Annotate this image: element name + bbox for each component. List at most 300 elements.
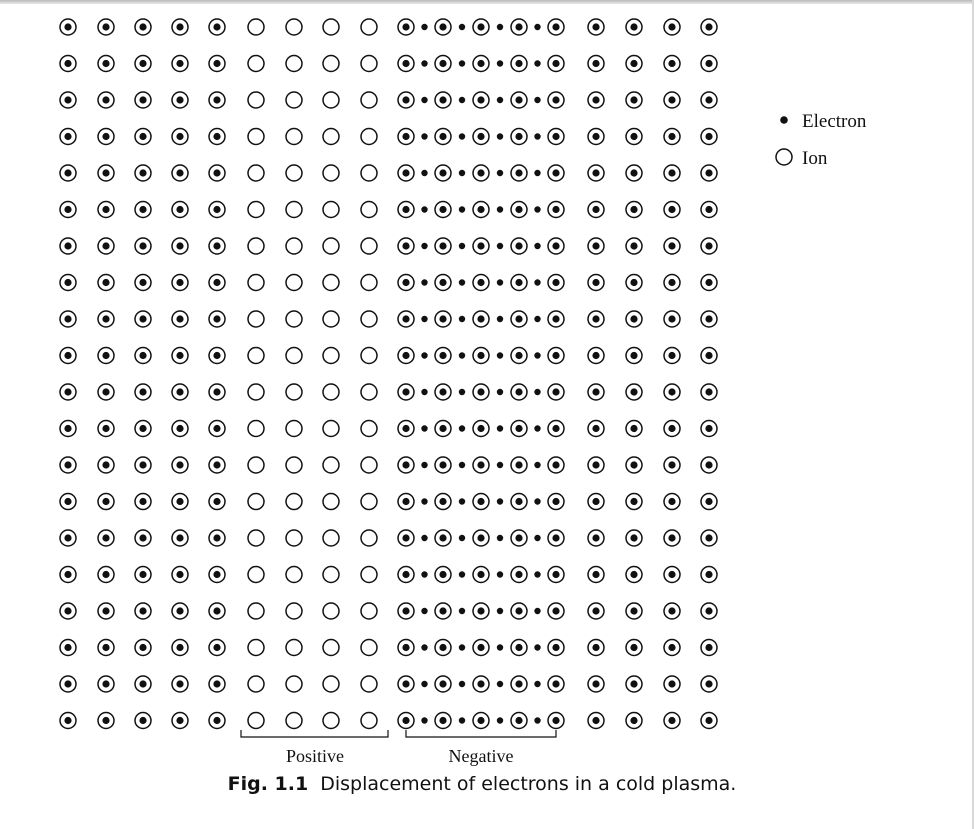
electron-marker bbox=[592, 133, 599, 140]
electron-marker bbox=[64, 388, 71, 395]
electron-marker bbox=[139, 133, 146, 140]
electron-marker bbox=[439, 169, 446, 176]
ion-marker bbox=[323, 19, 339, 35]
ion-legend-icon bbox=[776, 149, 792, 165]
electron-marker bbox=[477, 717, 484, 724]
electron-marker bbox=[630, 133, 637, 140]
electron-marker bbox=[705, 571, 712, 578]
electron-marker bbox=[213, 717, 220, 724]
ion-marker bbox=[286, 421, 302, 437]
electron-marker bbox=[176, 388, 183, 395]
electron-marker bbox=[176, 534, 183, 541]
electron-marker bbox=[592, 425, 599, 432]
displaced-electron-marker bbox=[459, 462, 465, 468]
electron-marker bbox=[102, 388, 109, 395]
electron-marker bbox=[552, 425, 559, 432]
displaced-electron-marker bbox=[421, 681, 427, 687]
electron-marker bbox=[64, 169, 71, 176]
electron-marker bbox=[630, 498, 637, 505]
electron-marker bbox=[64, 315, 71, 322]
electron-marker bbox=[515, 352, 522, 359]
electron-marker bbox=[705, 717, 712, 724]
electron-marker bbox=[592, 96, 599, 103]
electron-marker bbox=[439, 717, 446, 724]
displaced-electron-marker bbox=[421, 352, 427, 358]
ion-marker bbox=[248, 238, 264, 254]
displaced-electron-marker bbox=[497, 498, 503, 504]
ion-marker bbox=[361, 165, 377, 181]
ion-marker bbox=[361, 56, 377, 72]
ion-marker bbox=[323, 348, 339, 364]
electron-marker bbox=[213, 315, 220, 322]
ion-marker bbox=[248, 457, 264, 473]
electron-marker bbox=[102, 461, 109, 468]
electron-marker bbox=[592, 206, 599, 213]
displaced-electron-marker bbox=[459, 316, 465, 322]
electron-marker bbox=[630, 352, 637, 359]
electron-marker bbox=[439, 206, 446, 213]
displaced-electron-marker bbox=[459, 279, 465, 285]
ion-marker bbox=[323, 238, 339, 254]
electron-marker bbox=[139, 498, 146, 505]
electron-marker bbox=[630, 644, 637, 651]
electron-marker bbox=[705, 644, 712, 651]
electron-marker bbox=[668, 169, 675, 176]
displaced-electron-marker bbox=[534, 206, 540, 212]
electron-marker bbox=[630, 680, 637, 687]
electron-marker bbox=[705, 242, 712, 249]
electron-marker bbox=[592, 315, 599, 322]
electron-marker bbox=[668, 23, 675, 30]
electron-marker bbox=[402, 169, 409, 176]
displaced-electron-marker bbox=[534, 717, 540, 723]
electron-marker bbox=[439, 498, 446, 505]
electron-marker bbox=[64, 680, 71, 687]
electron-marker bbox=[139, 206, 146, 213]
electron-marker bbox=[515, 425, 522, 432]
electron-marker bbox=[552, 279, 559, 286]
displaced-electron-marker bbox=[497, 717, 503, 723]
electron-marker bbox=[139, 23, 146, 30]
electron-marker bbox=[552, 388, 559, 395]
electron-marker bbox=[402, 23, 409, 30]
electron-marker bbox=[102, 23, 109, 30]
electron-marker bbox=[552, 534, 559, 541]
electron-marker bbox=[439, 133, 446, 140]
electron-marker bbox=[102, 644, 109, 651]
electron-marker bbox=[64, 461, 71, 468]
ion-marker bbox=[248, 275, 264, 291]
electron-marker bbox=[592, 571, 599, 578]
positive-region-bracket bbox=[241, 730, 388, 737]
electron-marker bbox=[668, 571, 675, 578]
electron-marker bbox=[102, 571, 109, 578]
electron-marker bbox=[552, 607, 559, 614]
ion-marker bbox=[286, 384, 302, 400]
electron-marker bbox=[176, 644, 183, 651]
electron-marker bbox=[668, 279, 675, 286]
electron-marker bbox=[64, 23, 71, 30]
electron-marker bbox=[705, 169, 712, 176]
electron-marker bbox=[705, 60, 712, 67]
ion-marker bbox=[248, 713, 264, 729]
electron-marker bbox=[630, 607, 637, 614]
electron-marker bbox=[552, 352, 559, 359]
ion-marker bbox=[323, 56, 339, 72]
displaced-electron-marker bbox=[459, 644, 465, 650]
ion-marker bbox=[323, 92, 339, 108]
displaced-electron-marker bbox=[421, 170, 427, 176]
ion-marker bbox=[361, 238, 377, 254]
ion-marker bbox=[323, 384, 339, 400]
electron-marker bbox=[705, 352, 712, 359]
ion-marker bbox=[286, 348, 302, 364]
electron-marker bbox=[668, 315, 675, 322]
electron-marker bbox=[402, 571, 409, 578]
electron-marker bbox=[477, 206, 484, 213]
electron-marker bbox=[515, 242, 522, 249]
electron-marker bbox=[705, 23, 712, 30]
electron-marker bbox=[515, 315, 522, 322]
ion-marker bbox=[361, 676, 377, 692]
electron-marker bbox=[176, 425, 183, 432]
displaced-electron-marker bbox=[497, 279, 503, 285]
ion-marker bbox=[323, 494, 339, 510]
electron-marker bbox=[139, 242, 146, 249]
electron-marker bbox=[64, 96, 71, 103]
electron-marker bbox=[176, 717, 183, 724]
electron-marker bbox=[213, 60, 220, 67]
electron-marker bbox=[102, 242, 109, 249]
electron-marker bbox=[477, 644, 484, 651]
electron-marker bbox=[102, 96, 109, 103]
electron-marker bbox=[213, 680, 220, 687]
particle-lattice bbox=[60, 19, 717, 729]
electron-marker bbox=[668, 534, 675, 541]
electron-marker bbox=[439, 352, 446, 359]
ion-marker bbox=[286, 640, 302, 656]
displaced-electron-marker bbox=[421, 206, 427, 212]
displaced-electron-marker bbox=[497, 243, 503, 249]
electron-marker bbox=[705, 388, 712, 395]
electron-marker bbox=[439, 96, 446, 103]
electron-marker bbox=[668, 607, 675, 614]
electron-marker bbox=[139, 315, 146, 322]
displaced-electron-marker bbox=[497, 462, 503, 468]
displaced-electron-marker bbox=[497, 644, 503, 650]
electron-marker bbox=[439, 315, 446, 322]
electron-marker bbox=[213, 461, 220, 468]
ion-marker bbox=[286, 92, 302, 108]
ion-marker bbox=[361, 640, 377, 656]
electron-marker bbox=[668, 242, 675, 249]
electron-marker bbox=[552, 133, 559, 140]
displaced-electron-marker bbox=[421, 644, 427, 650]
ion-marker bbox=[248, 56, 264, 72]
electron-marker bbox=[705, 534, 712, 541]
electron-marker bbox=[213, 534, 220, 541]
electron-marker bbox=[705, 206, 712, 213]
displaced-electron-marker bbox=[534, 644, 540, 650]
electron-marker bbox=[139, 388, 146, 395]
ion-marker bbox=[286, 676, 302, 692]
electron-marker bbox=[102, 680, 109, 687]
electron-marker bbox=[439, 425, 446, 432]
electron-marker bbox=[176, 169, 183, 176]
displaced-electron-marker bbox=[497, 352, 503, 358]
displaced-electron-marker bbox=[421, 608, 427, 614]
electron-marker bbox=[102, 498, 109, 505]
displaced-electron-marker bbox=[497, 206, 503, 212]
ion-marker bbox=[286, 238, 302, 254]
displaced-electron-marker bbox=[534, 535, 540, 541]
electron-marker bbox=[213, 571, 220, 578]
electron-marker bbox=[176, 60, 183, 67]
electron-marker bbox=[64, 717, 71, 724]
electron-marker bbox=[139, 169, 146, 176]
electron-marker bbox=[139, 571, 146, 578]
electron-marker bbox=[176, 498, 183, 505]
ion-marker bbox=[286, 603, 302, 619]
electron-marker bbox=[515, 279, 522, 286]
electron-marker bbox=[515, 717, 522, 724]
electron-marker bbox=[139, 425, 146, 432]
displaced-electron-marker bbox=[497, 608, 503, 614]
displaced-electron-marker bbox=[421, 97, 427, 103]
electron-marker bbox=[402, 315, 409, 322]
electron-marker bbox=[705, 498, 712, 505]
displaced-electron-marker bbox=[534, 316, 540, 322]
electron-marker bbox=[477, 498, 484, 505]
ion-marker bbox=[323, 421, 339, 437]
electron-marker bbox=[705, 279, 712, 286]
electron-marker bbox=[176, 133, 183, 140]
ion-marker bbox=[248, 676, 264, 692]
electron-marker bbox=[439, 571, 446, 578]
electron-marker bbox=[477, 607, 484, 614]
electron-marker bbox=[213, 279, 220, 286]
electron-marker bbox=[630, 571, 637, 578]
displaced-electron-marker bbox=[421, 316, 427, 322]
displaced-electron-marker bbox=[459, 24, 465, 30]
electron-marker bbox=[64, 425, 71, 432]
electron-marker bbox=[705, 133, 712, 140]
electron-marker bbox=[592, 498, 599, 505]
electron-marker bbox=[64, 607, 71, 614]
electron-marker bbox=[439, 242, 446, 249]
displaced-electron-marker bbox=[459, 352, 465, 358]
displaced-electron-marker bbox=[534, 243, 540, 249]
electron-marker bbox=[477, 388, 484, 395]
displaced-electron-marker bbox=[497, 170, 503, 176]
ion-legend-label: Ion bbox=[802, 148, 828, 169]
electron-marker bbox=[515, 607, 522, 614]
electron-marker bbox=[592, 607, 599, 614]
ion-marker bbox=[361, 421, 377, 437]
electron-marker bbox=[630, 388, 637, 395]
electron-marker bbox=[402, 425, 409, 432]
electron-marker bbox=[630, 315, 637, 322]
ion-marker bbox=[361, 348, 377, 364]
electron-marker bbox=[477, 352, 484, 359]
electron-marker bbox=[139, 96, 146, 103]
displaced-electron-marker bbox=[534, 97, 540, 103]
electron-marker bbox=[102, 717, 109, 724]
electron-marker bbox=[552, 461, 559, 468]
figure-number: Fig. 1.1 bbox=[227, 773, 309, 795]
displaced-electron-marker bbox=[459, 608, 465, 614]
electron-marker bbox=[515, 461, 522, 468]
electron-marker bbox=[402, 680, 409, 687]
electron-marker bbox=[552, 169, 559, 176]
electron-marker bbox=[402, 388, 409, 395]
displaced-electron-marker bbox=[534, 425, 540, 431]
ion-marker bbox=[286, 56, 302, 72]
ion-marker bbox=[286, 202, 302, 218]
electron-marker bbox=[552, 644, 559, 651]
electron-marker bbox=[592, 461, 599, 468]
electron-marker bbox=[139, 279, 146, 286]
electron-marker bbox=[668, 644, 675, 651]
electron-marker bbox=[668, 425, 675, 432]
displaced-electron-marker bbox=[534, 279, 540, 285]
displaced-electron-marker bbox=[497, 389, 503, 395]
electron-marker bbox=[102, 133, 109, 140]
electron-marker bbox=[176, 279, 183, 286]
ion-marker bbox=[286, 19, 302, 35]
legend bbox=[776, 111, 867, 169]
displaced-electron-marker bbox=[534, 24, 540, 30]
electron-marker bbox=[176, 571, 183, 578]
electron-marker bbox=[439, 60, 446, 67]
electron-marker bbox=[213, 352, 220, 359]
ion-marker bbox=[286, 494, 302, 510]
electron-marker bbox=[64, 352, 71, 359]
electron-marker bbox=[552, 206, 559, 213]
electron-marker bbox=[515, 96, 522, 103]
electron-marker bbox=[552, 498, 559, 505]
ion-marker bbox=[248, 567, 264, 583]
electron-marker bbox=[176, 23, 183, 30]
electron-marker bbox=[402, 96, 409, 103]
ion-marker bbox=[323, 567, 339, 583]
ion-marker bbox=[323, 640, 339, 656]
displaced-electron-marker bbox=[497, 97, 503, 103]
ion-marker bbox=[248, 165, 264, 181]
electron-marker bbox=[176, 607, 183, 614]
electron-marker bbox=[439, 644, 446, 651]
displaced-electron-marker bbox=[497, 681, 503, 687]
electron-marker bbox=[139, 680, 146, 687]
ion-marker bbox=[323, 603, 339, 619]
electron-marker bbox=[515, 133, 522, 140]
displaced-electron-marker bbox=[421, 462, 427, 468]
electron-marker bbox=[402, 717, 409, 724]
electron-marker bbox=[402, 352, 409, 359]
electron-marker bbox=[102, 206, 109, 213]
ion-marker bbox=[323, 676, 339, 692]
electron-marker bbox=[213, 96, 220, 103]
electron-marker bbox=[515, 644, 522, 651]
electron-marker bbox=[102, 534, 109, 541]
electron-marker bbox=[213, 425, 220, 432]
electron-marker bbox=[477, 96, 484, 103]
electron-marker bbox=[64, 279, 71, 286]
electron-marker bbox=[64, 133, 71, 140]
displaced-electron-marker bbox=[421, 717, 427, 723]
electron-marker bbox=[213, 169, 220, 176]
electron-marker bbox=[439, 279, 446, 286]
electron-legend-label: Electron bbox=[802, 111, 867, 132]
displaced-electron-marker bbox=[497, 535, 503, 541]
electron-marker bbox=[402, 242, 409, 249]
electron-legend-icon bbox=[780, 116, 788, 124]
electron-marker bbox=[402, 60, 409, 67]
electron-marker bbox=[592, 534, 599, 541]
displaced-electron-marker bbox=[459, 535, 465, 541]
electron-marker bbox=[630, 206, 637, 213]
electron-marker bbox=[552, 717, 559, 724]
electron-marker bbox=[213, 133, 220, 140]
displaced-electron-marker bbox=[459, 243, 465, 249]
displaced-electron-marker bbox=[497, 316, 503, 322]
electron-marker bbox=[552, 23, 559, 30]
displaced-electron-marker bbox=[534, 608, 540, 614]
electron-marker bbox=[477, 425, 484, 432]
electron-marker bbox=[515, 23, 522, 30]
displaced-electron-marker bbox=[459, 681, 465, 687]
ion-marker bbox=[248, 19, 264, 35]
displaced-electron-marker bbox=[534, 462, 540, 468]
electron-marker bbox=[668, 352, 675, 359]
electron-marker bbox=[552, 96, 559, 103]
displaced-electron-marker bbox=[459, 133, 465, 139]
ion-marker bbox=[323, 457, 339, 473]
ion-marker bbox=[323, 275, 339, 291]
electron-marker bbox=[439, 388, 446, 395]
electron-marker bbox=[668, 60, 675, 67]
displaced-electron-marker bbox=[421, 279, 427, 285]
electron-marker bbox=[592, 388, 599, 395]
positive-region-label: Positive bbox=[285, 746, 345, 766]
electron-marker bbox=[477, 680, 484, 687]
ion-marker bbox=[286, 530, 302, 546]
displaced-electron-marker bbox=[421, 60, 427, 66]
ion-marker bbox=[361, 311, 377, 327]
electron-marker bbox=[213, 242, 220, 249]
electron-marker bbox=[592, 169, 599, 176]
displaced-electron-marker bbox=[421, 425, 427, 431]
ion-marker bbox=[323, 311, 339, 327]
electron-marker bbox=[630, 169, 637, 176]
electron-marker bbox=[515, 388, 522, 395]
electron-marker bbox=[668, 461, 675, 468]
electron-marker bbox=[630, 60, 637, 67]
electron-marker bbox=[213, 607, 220, 614]
displaced-electron-marker bbox=[421, 243, 427, 249]
electron-marker bbox=[213, 498, 220, 505]
electron-marker bbox=[213, 644, 220, 651]
ion-marker bbox=[286, 713, 302, 729]
displaced-electron-marker bbox=[497, 133, 503, 139]
displaced-electron-marker bbox=[459, 717, 465, 723]
negative-region-label: Negative bbox=[448, 746, 514, 766]
electron-marker bbox=[102, 60, 109, 67]
electron-marker bbox=[515, 206, 522, 213]
electron-marker bbox=[139, 644, 146, 651]
electron-marker bbox=[477, 571, 484, 578]
electron-marker bbox=[402, 607, 409, 614]
